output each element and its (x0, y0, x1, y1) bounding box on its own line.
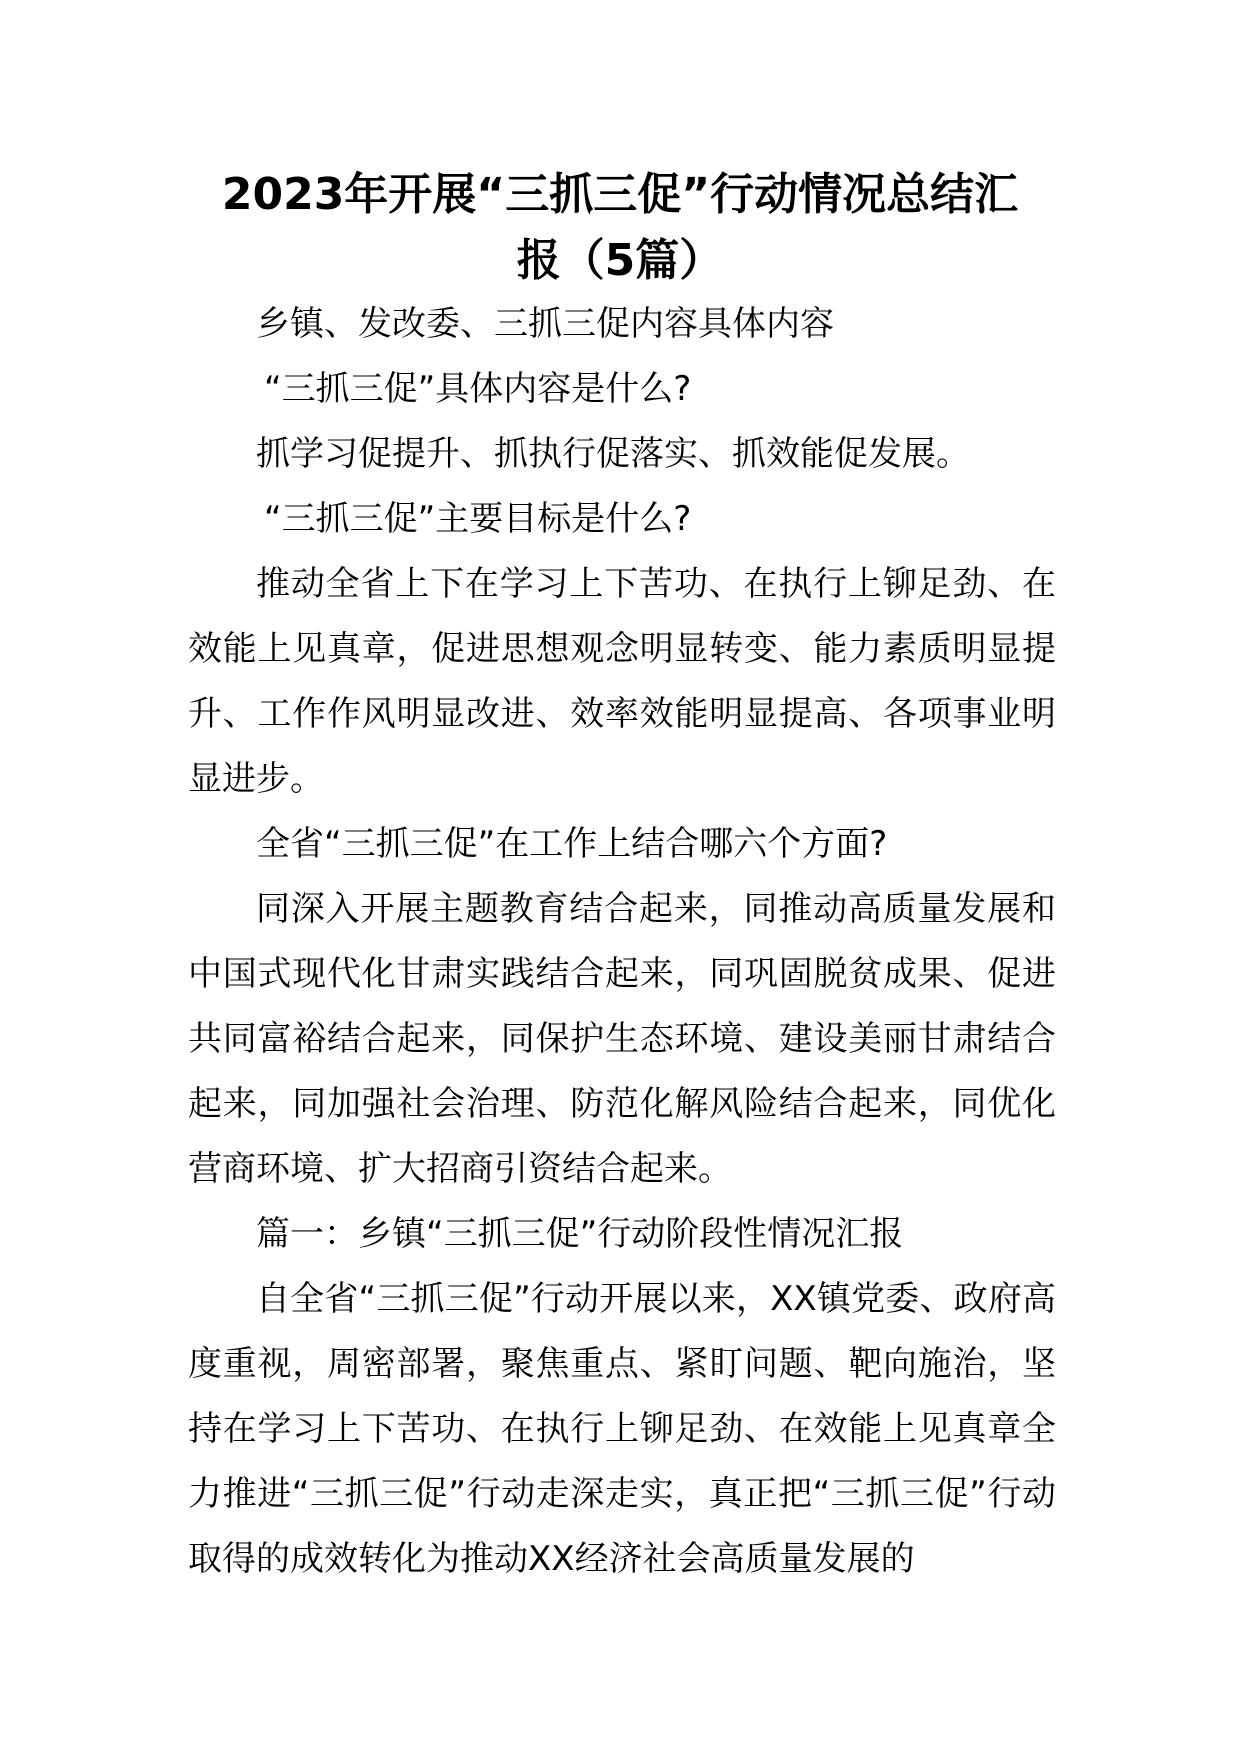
paragraph-section-heading: 篇一：乡镇“三抓三促”行动阶段性情况汇报 (256, 1214, 904, 1254)
paragraph-intro: 乡镇、发改委、三抓三促内容具体内容 (256, 304, 834, 344)
title-line-2: 报（5篇） (516, 235, 724, 286)
paragraph-question-content: “三抓三促”具体内容是什么? (264, 369, 692, 409)
document-title (160, 162, 1080, 294)
paragraph-section-body: 自全省“三抓三促”行动开展以来，XX镇党委、政府高度重视，周密部署，聚焦重点、紧盯问题、靶向施治，坚持在学习上下苦功、在执行上铆足劲、在效能上见真章全力推进“三抓三促”行动走深走实，真正把“三抓三促”行动取得的成效转化为推动XX经济社会高质量发展的 (188, 1279, 1056, 1579)
paragraph-answer-goal: 推动全省上下在学习上下苦功、在执行上铆足劲、在效能上见真章，促进思想观念明显转变、能力素质明显提升、工作作风明显改进、效率效能明显提高、各项事业明显进步。 (188, 564, 1056, 799)
paragraph-answer-aspects: 同深入开展主题教育结合起来，同推动高质量发展和中国式现代化甘肃实践结合起来，同巩固脱贫成果、促进共同富裕结合起来，同保护生态环境、建设美丽甘肃结合起来，同加强社会治理、防范化解风险结合起来，同优化营商环境、扩大招商引资结合起来。 (188, 889, 1056, 1189)
paragraph-question-aspects: 全省“三抓三促”在工作上结合哪六个方面? (256, 824, 888, 864)
paragraph-answer-content: 抓学习促提升、抓执行促落实、抓效能促发展。 (256, 434, 970, 474)
title-line-1: 2023年开展“三抓三促”行动情况总结汇 (221, 169, 1019, 220)
paragraph-question-goal: “三抓三促”主要目标是什么? (264, 499, 692, 539)
document-body (188, 292, 1056, 1592)
